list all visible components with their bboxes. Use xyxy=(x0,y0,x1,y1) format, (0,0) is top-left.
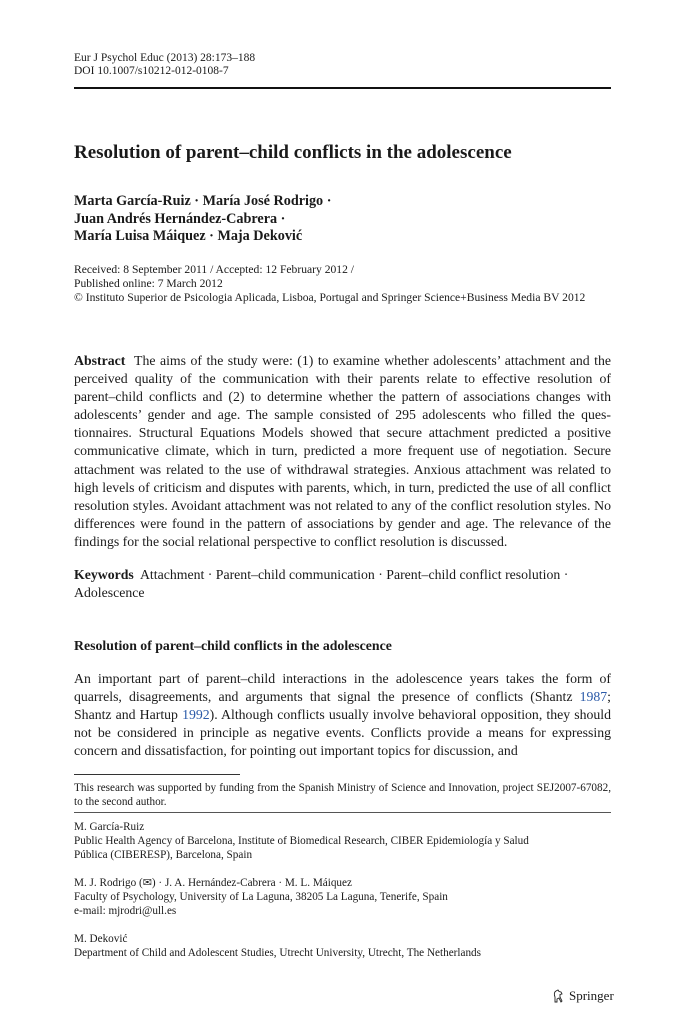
citation-link-1992[interactable]: 1992 xyxy=(182,707,210,722)
affiliation-1 xyxy=(74,820,611,863)
received-accepted: Received: 8 September 2011 / Accepted: 12 February 2012 / xyxy=(74,263,354,276)
journal-header xyxy=(74,52,255,78)
affiliation-2-line-1: Faculty of Psychology, University of La Laguna, 38205 La Laguna, Tenerife, Spain xyxy=(74,891,448,904)
footnote-rule xyxy=(74,774,240,775)
affiliation-2-names xyxy=(74,876,611,890)
publisher-logo xyxy=(552,988,614,1004)
affiliation-1-line-2: Pública (CIBERESP), Barcelona, Spain xyxy=(74,849,253,862)
author-list xyxy=(74,193,611,246)
keywords-label: Keywords xyxy=(74,567,134,582)
body-paragraph xyxy=(74,670,611,760)
affiliation-2-email[interactable]: e-mail: mjrodri@ull.es xyxy=(74,905,177,918)
published-online: Published online: 7 March 2012 xyxy=(74,276,223,290)
affiliation-2-name-pre: M. J. Rodrigo ( xyxy=(74,877,143,889)
copyright: © Instituto Superior de Psicologia Aplicada, Lisboa, Portugal and Springer Science+Business Media BV 2012 xyxy=(74,290,586,304)
publisher-name: Springer xyxy=(569,988,614,1003)
affiliation-2-name-post: ) · J. A. Hernández-Cabrera · M. L. Máiquez xyxy=(151,877,352,889)
affiliation-1-line-1: Public Health Agency of Barcelona, Institute of Biomedical Research, CIBER Epidemiología y Salud xyxy=(74,835,529,848)
springer-horse-icon xyxy=(552,989,565,1003)
keywords-text: Attachment · Parent–child communication · Parent–child conflict resolution · Adolescence xyxy=(74,567,569,600)
section-heading: Resolution of parent–child conflicts in the adolescence xyxy=(74,638,392,653)
publication-meta xyxy=(74,263,611,304)
paragraph-mid: ; Shantz and Hartup xyxy=(74,689,611,722)
abstract-label: Abstract xyxy=(74,353,126,368)
abstract-text: The aims of the study were: (1) to examine whether adolescents’ attachment and the perceived quality of the communication with their parents relate to effective resolution of parent–child conflicts and (2) to determine whether the pattern of associations changes with adolescents’ gender and age. The sample consisted of 295 adolescents who filled the questionnaires. Structural Equations Models showed that secure attachment predicted a positive communicative climate, which in turn, predicted a more frequent use of negotiation. Secure attachment was related to the use of withdrawal strategies. Anxious attachment was related to high levels of criticism and disputes with parents, which, in turn, predicted the use of all conflict resolution styles. Avoidant attachment was not related to any of the conflict resolution styles. No differences were found in the pattern of associations by gender and age. The relevance of the findings for the social relational perspective to conflict resolution is discussed. xyxy=(74,353,612,549)
paragraph-end: ). Although conflicts usually involve behavioral opposition, they should not be considered in principle as negative events. Conflicts provide a means for expressing concern and dissatisfaction, for pointing out important topics for discussion, and xyxy=(74,707,611,758)
paper-title: Resolution of parent–child conflicts in the adolescence xyxy=(74,142,512,163)
abstract xyxy=(74,352,611,551)
author-line-3: María Luisa Máiquez · Maja Deković xyxy=(74,228,303,244)
affiliation-3-name: M. Deković xyxy=(74,933,128,945)
citation-link-1987[interactable]: 1987 xyxy=(579,689,608,704)
affiliation-1-name: M. García-Ruiz xyxy=(74,821,145,833)
journal-citation: Eur J Psychol Educ (2013) 28:173–188 xyxy=(74,52,256,64)
keywords xyxy=(74,566,611,601)
funding-footnote: This research was supported by funding from the Spanish Ministry of Science and Innovation, project SEJ2007-67082, to the second author. xyxy=(74,782,611,809)
affiliation-3 xyxy=(74,932,611,960)
header-rule xyxy=(74,87,611,89)
author-line-2: Juan Andrés Hernández-Cabrera · xyxy=(74,210,286,227)
affiliation-2 xyxy=(74,876,611,919)
affiliation-divider xyxy=(74,812,611,813)
author-line-1: Marta García-Ruiz · María José Rodrigo · xyxy=(74,193,332,209)
affiliation-3-line-1: Department of Child and Adolescent Studies, Utrecht University, Utrecht, The Netherlands xyxy=(74,947,481,960)
paragraph-start: An important part of parent–child interactions in the adolescence years takes the form of quarrels, disagreements, and arguments that signal the presence of conflicts (Shantz xyxy=(74,671,611,704)
doi: DOI 10.1007/s10212-012-0108-7 xyxy=(74,65,229,77)
envelope-icon: ✉ xyxy=(142,877,152,889)
